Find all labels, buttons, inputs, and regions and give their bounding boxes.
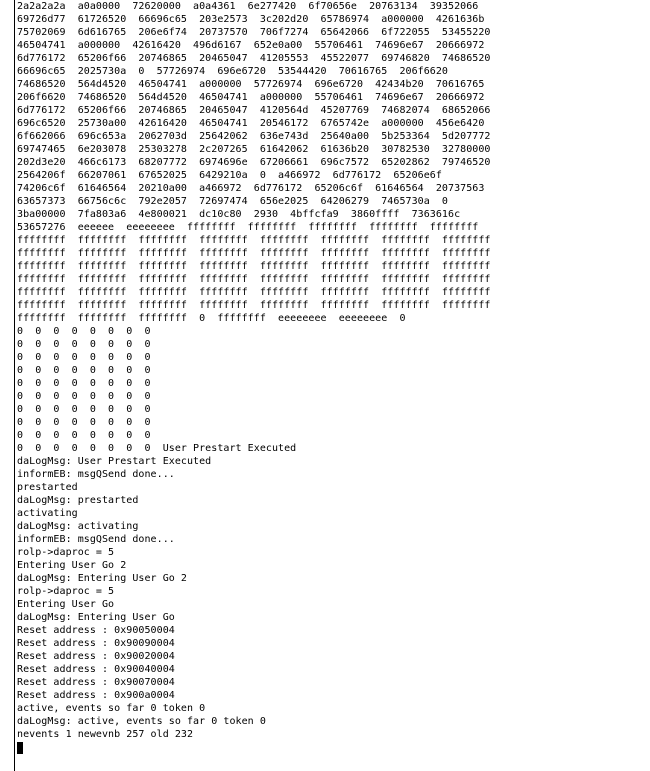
terminal-line: 53657276 eeeeee eeeeeeee ffffffff ffffffff ffffffff ffffffff ffffffff xyxy=(17,222,479,233)
terminal-line: active, events so far 0 token 0 xyxy=(17,703,206,714)
terminal-line: Reset address : 0x90090004 xyxy=(17,638,175,649)
terminal-line: 6f662066 696c653a 2062703d 25642062 636e743d 25640a00 5b253364 5d207772 xyxy=(17,131,491,142)
terminal-line: 74206c6f 61646564 20210a00 a466972 6d776172 65206c6f 61646564 20737563 xyxy=(17,183,485,194)
terminal-line: 0 0 0 0 0 0 0 0 xyxy=(17,352,151,363)
terminal-line: ffffffff ffffffff ffffffff ffffffff ffffffff ffffffff ffffffff ffffffff xyxy=(17,274,491,285)
terminal-line: 0 0 0 0 0 0 0 0 xyxy=(17,391,151,402)
terminal-line: 6d776172 65206f66 20746865 20465047 41205553 45522077 69746820 74686520 xyxy=(17,53,491,64)
terminal-line: 0 0 0 0 0 0 0 0 xyxy=(17,365,151,376)
terminal-line: 0 0 0 0 0 0 0 0 User Prestart Executed xyxy=(17,443,297,454)
terminal-line: 46504741 a000000 42616420 496d6167 652e0a00 55706461 74696e67 20666972 xyxy=(17,40,485,51)
terminal-line: ffffffff ffffffff ffffffff ffffffff ffffffff ffffffff ffffffff ffffffff xyxy=(17,248,491,259)
terminal-line: Reset address : 0x90020004 xyxy=(17,651,175,662)
terminal-line: ffffffff ffffffff ffffffff ffffffff ffffffff ffffffff ffffffff ffffffff xyxy=(17,300,491,311)
terminal-left-border xyxy=(14,0,15,771)
terminal-line: 0 0 0 0 0 0 0 0 xyxy=(17,417,151,428)
terminal-line: 69726d77 61726520 66696c65 203e2573 3c202d20 65786974 a000000 4261636b xyxy=(17,14,485,25)
terminal-line: 69747465 6e203078 25303278 2c207265 61642062 61636b20 30782530 32780000 xyxy=(17,144,491,155)
terminal-line: 0 0 0 0 0 0 0 0 xyxy=(17,430,151,441)
terminal-line: 2a2a2a2a a0a0000 72620000 a0a4361 6e277420 6f70656e 20763134 39352066 xyxy=(17,1,479,12)
terminal-line: nevents 1 newevnb 257 old 232 xyxy=(17,729,194,740)
terminal-line: daLogMsg: active, events so far 0 token 0 xyxy=(17,716,266,727)
terminal-line: 2564206f 66207061 67652025 6429210a 0 a466972 6d776172 65206e6f xyxy=(17,170,442,181)
terminal-line: 0 0 0 0 0 0 0 0 xyxy=(17,378,151,389)
terminal-line: rolp->daproc = 5 xyxy=(17,547,115,558)
terminal-line: 202d3e20 466c6173 68207772 6974696e 67206661 696c7572 65202862 79746520 xyxy=(17,157,491,168)
terminal-line: 206f6620 74686520 564d4520 46504741 a000000 55706461 74696e67 20666972 xyxy=(17,92,485,103)
terminal-line: activating xyxy=(17,508,78,519)
terminal-line: informEB: msgQSend done... xyxy=(17,534,175,545)
terminal-line: 0 0 0 0 0 0 0 0 xyxy=(17,326,151,337)
terminal-prompt[interactable] xyxy=(17,741,491,754)
terminal-line: 3ba00000 7fa803a6 4e800021 dc10c80 2930 4bffcfa9 3860ffff 7363616c xyxy=(17,209,461,220)
terminal-line: Reset address : 0x90070004 xyxy=(17,677,175,688)
terminal-line: Entering User Go 2 xyxy=(17,560,127,571)
terminal-line: Reset address : 0x900a0004 xyxy=(17,690,175,701)
terminal-line: 74686520 564d4520 46504741 a000000 57726974 696e6720 42434b20 70616765 xyxy=(17,79,485,90)
terminal-line: daLogMsg: prestarted xyxy=(17,495,139,506)
terminal-line: daLogMsg: Entering User Go xyxy=(17,612,175,623)
terminal-line: ffffffff ffffffff ffffffff 0 ffffffff eeeeeeee eeeeeeee 0 xyxy=(17,313,406,324)
terminal-line: daLogMsg: Entering User Go 2 xyxy=(17,573,187,584)
terminal-line: Reset address : 0x90050004 xyxy=(17,625,175,636)
terminal-line: 0 0 0 0 0 0 0 0 xyxy=(17,339,151,350)
terminal-output xyxy=(17,0,491,754)
terminal-line: 6d776172 65206f66 20746865 20465047 4120564d 45207769 74682074 68652066 xyxy=(17,105,491,116)
terminal-line: Entering User Go xyxy=(17,599,115,610)
terminal-line: ffffffff ffffffff ffffffff ffffffff ffffffff ffffffff ffffffff ffffffff xyxy=(17,287,491,298)
terminal-line: 0 0 0 0 0 0 0 0 xyxy=(17,404,151,415)
terminal-line: Reset address : 0x90040004 xyxy=(17,664,175,675)
terminal-line: 66696c65 2025730a 0 57726974 696e6720 53544420 70616765 206f6620 xyxy=(17,66,449,77)
terminal-line: informEB: msgQSend done... xyxy=(17,469,175,480)
terminal-line: 63657373 66756c6c 792e2057 72697474 656e2025 64206279 7465730a 0 xyxy=(17,196,449,207)
terminal-line: 696c6520 25730a00 42616420 46504741 20546172 6765742e a000000 456e6420 xyxy=(17,118,485,129)
terminal-line: daLogMsg: activating xyxy=(17,521,139,532)
text-cursor xyxy=(17,742,23,754)
terminal-line: daLogMsg: User Prestart Executed xyxy=(17,456,212,467)
terminal-line: prestarted xyxy=(17,482,78,493)
terminal-line: ffffffff ffffffff ffffffff ffffffff ffffffff ffffffff ffffffff ffffffff xyxy=(17,235,491,246)
terminal-line: ffffffff ffffffff ffffffff ffffffff ffffffff ffffffff ffffffff ffffffff xyxy=(17,261,491,272)
terminal-line: 75702069 6d616765 206e6f74 20737570 706f7274 65642066 6f722055 53455220 xyxy=(17,27,491,38)
terminal-line: rolp->daproc = 5 xyxy=(17,586,115,597)
